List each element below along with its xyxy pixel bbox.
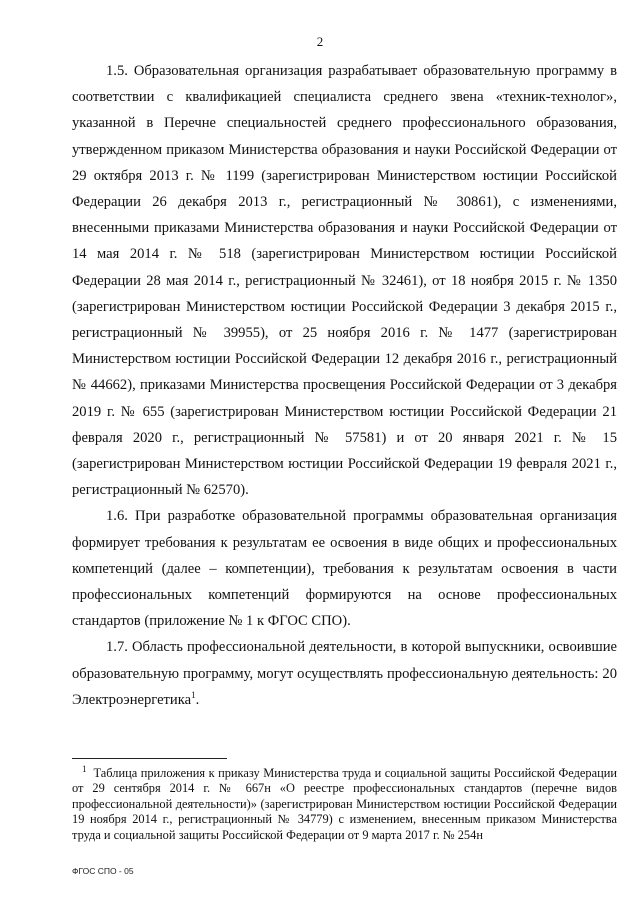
page-number: 2	[316, 34, 324, 49]
footnote-divider	[72, 758, 227, 759]
paragraph-1-7-end: .	[195, 691, 200, 708]
footnote	[72, 763, 617, 843]
paragraph-1-6: 1.6. При разработке образовательной программы образовательная организация формирует требования к результатам ее освоения в виде общих и профессиональных компетенций (далее – компетенции), требования к результатам освоения в части профессиональных компетенций формируются на основе профессиональных стандартов (приложение № 1 к ФГОС СПО).	[72, 508, 617, 630]
document-body	[72, 58, 617, 713]
document-stamp: ФГОС СПО - 05	[72, 866, 134, 876]
paragraph-1-7	[72, 634, 617, 713]
footnote-text: Таблица приложения к приказу Министерства труда и социальной защиты Российской Федерации от 29 сентября 2014 г. № 667н «О реестре профессиональных стандартов (перечне видов профессиональной деятельности)» (зарегистрирован Министерством юстиции Российской Федерации 19 ноября 2014 г., регистрационный № 34779) с изменением, внесенным приказом Министерства труда и социальной защиты Российской Федерации от 9 марта 2017 г. № 254н	[72, 766, 617, 842]
footnote-reference[interactable]: 1	[191, 690, 196, 701]
paragraph-1-5: 1.5. Образовательная организация разрабатывает образовательную программу в соответствии с квалификацией специалиста среднего звена «техник-технолог», указанной в Перечне специальностей среднего профессионального образования, утвержденном приказом Министерства образования и науки Российской Федерации от 29 октября 2013 г. № 1199 (зарегистрирован Министерством юстиции Российской Федерации 26 декабря 2013 г., регистрационный № 30861), с изменениями, внесенными приказами Министерства образования и науки Российской Федерации от 14 мая 2014 г. № 518 (зарегистрирован Министерством юстиции Российской Федерации 28 мая 2014 г., регистрационный № 32461), от 18 ноября 2015 г. № 1350 (зарегистрирован Министерством юстиции Российской Федерации 3 декабря 2015 г., регистрационный № 39955), от 25 ноября 2016 г. № 1477 (зарегистрирован Министерством юстиции Российской Федерации 12 декабря 2016 г., регистрационный № 44662), приказами Министерства просвещения Российской Федерации от 3 декабря 2019 г. № 655 (зарегистрирован Министерством юстиции Российской Федерации 21 февраля 2020 г., регистрационный № 57581) и от 20 января 2021 г. № 15 (зарегистрирован Министерством юстиции Российской Федерации 19 февраля 2021 г., регистрационный № 62570).	[72, 63, 617, 499]
footnote-marker: 1	[82, 763, 87, 774]
paragraph-1-7-text: 1.7. Область профессиональной деятельности, в которой выпускники, освоившие образовательную программу, могут осуществлять профессиональную деятельность: 20 Электроэнергетика	[72, 639, 617, 708]
